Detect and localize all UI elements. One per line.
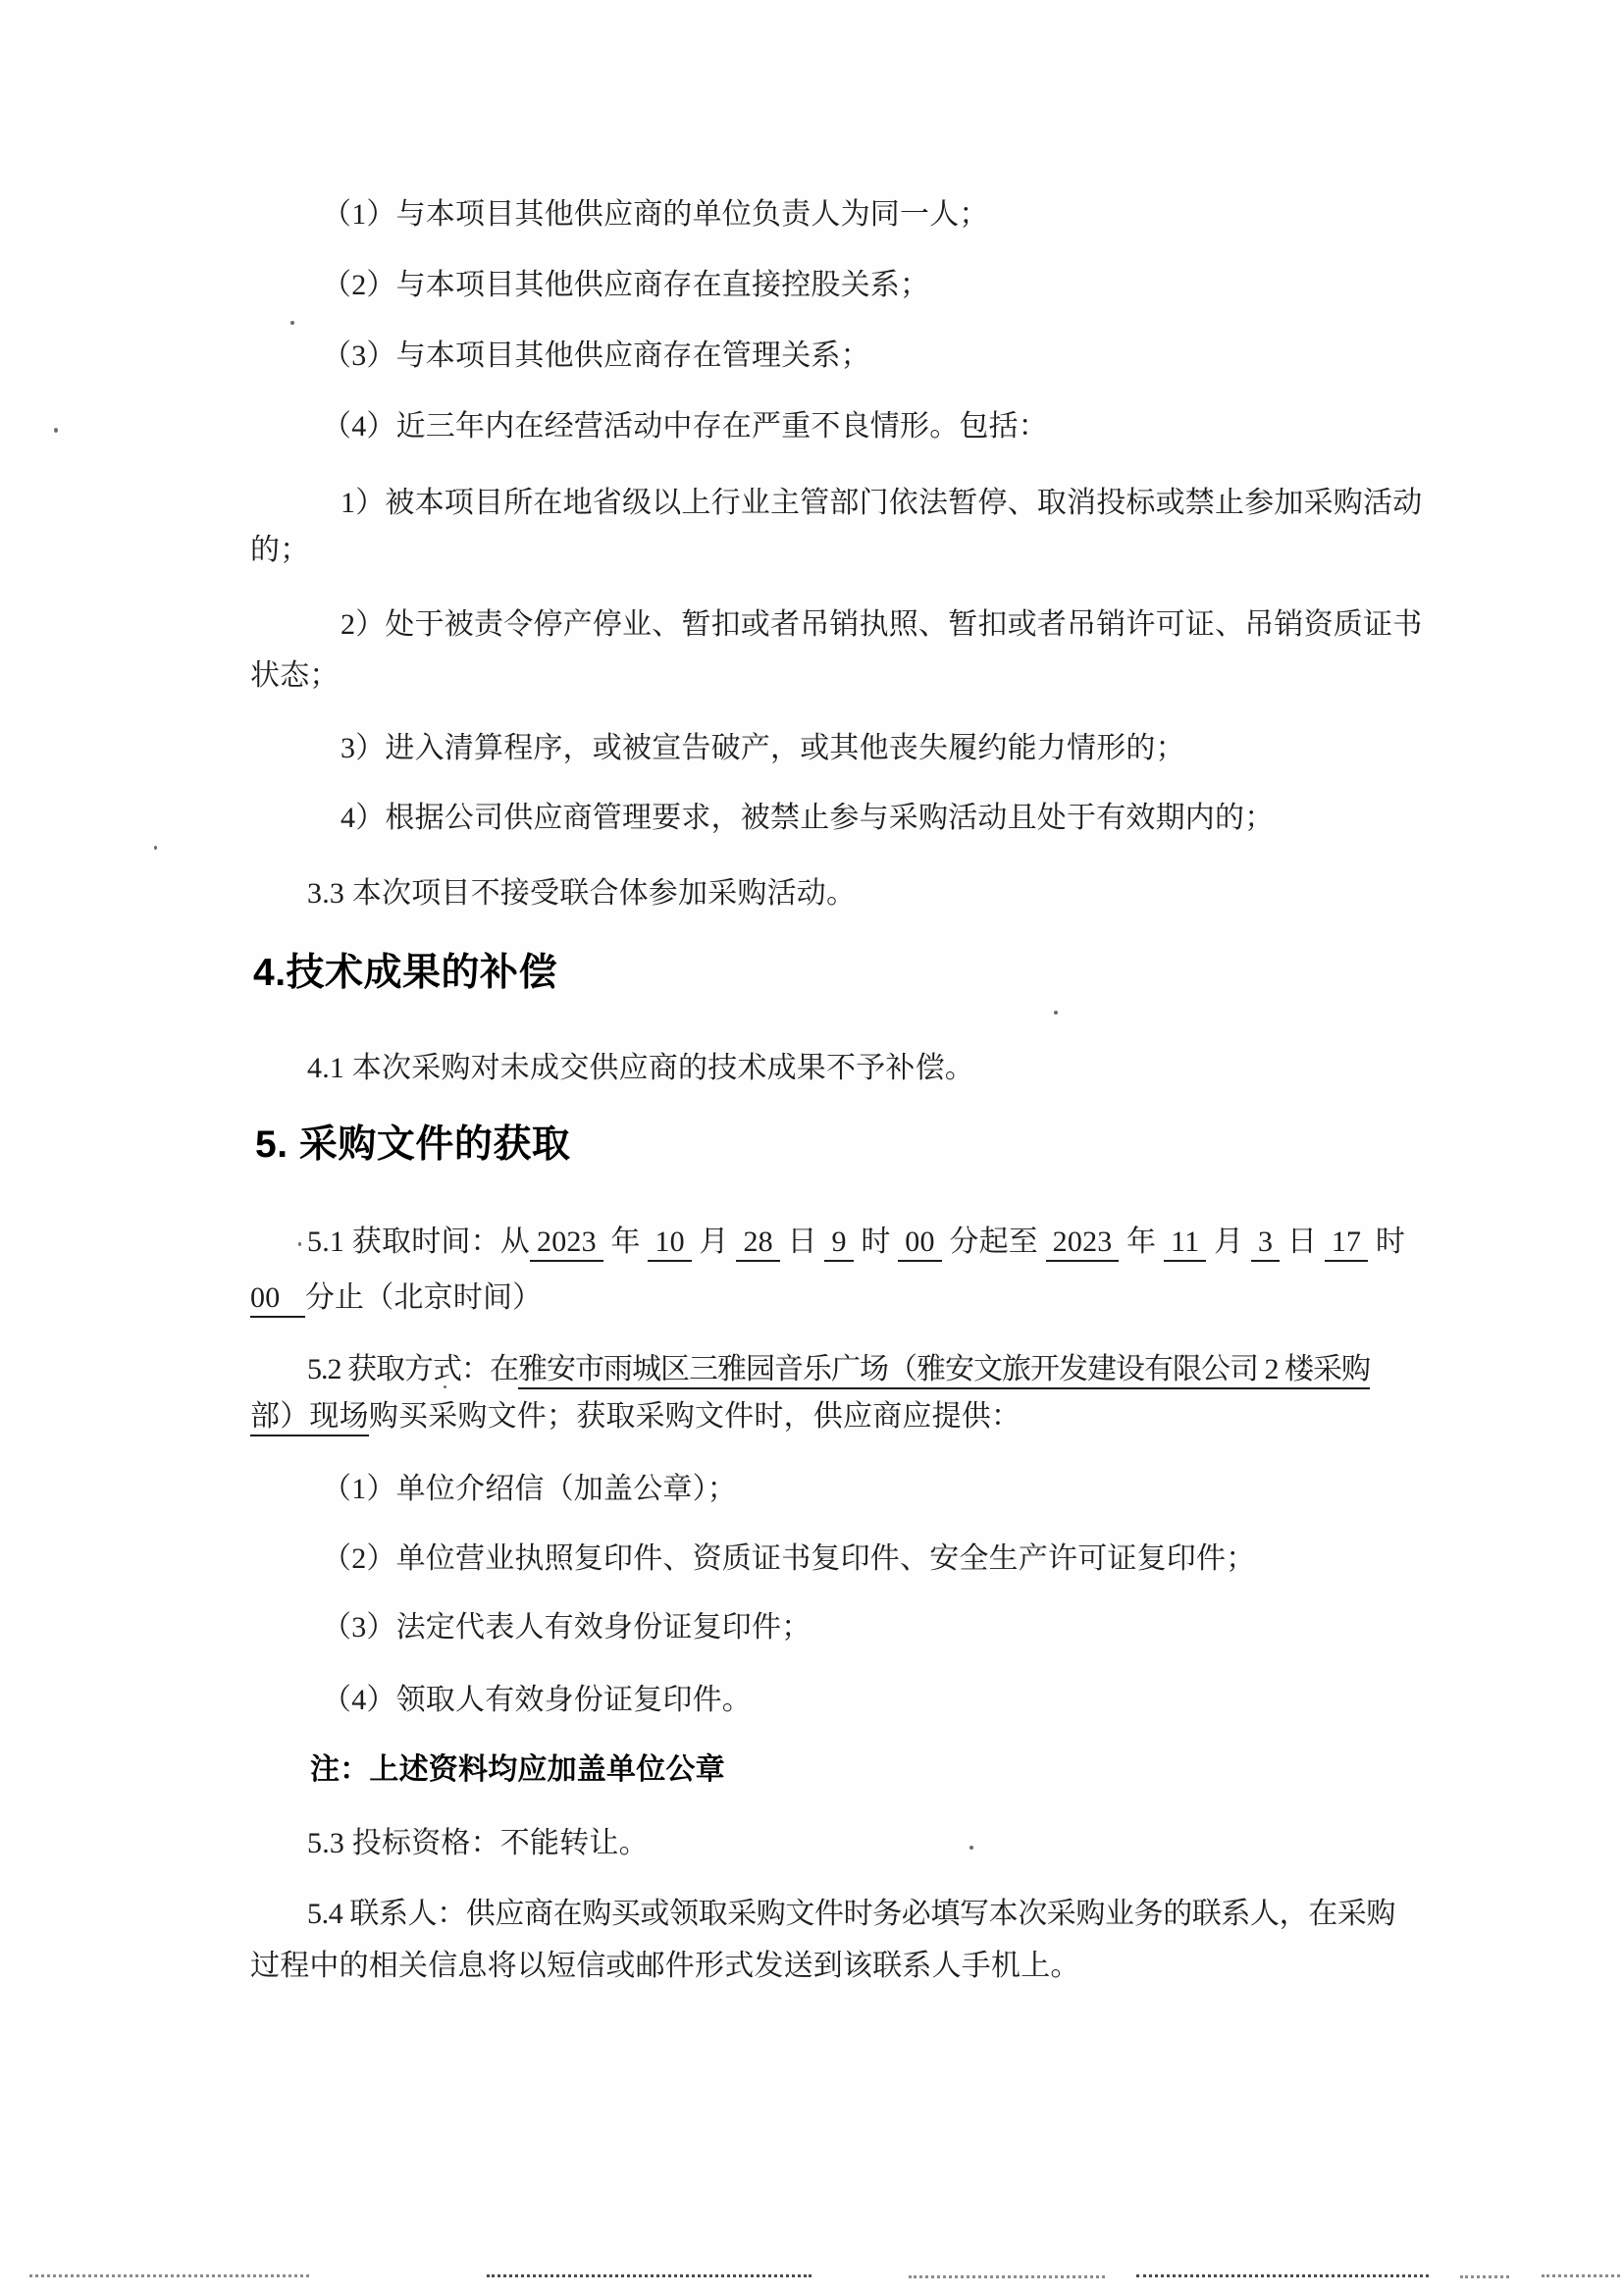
subclause-3-text: 3）进入清算程序，或被宣告破产，或其他丧失履约能力情形的； xyxy=(340,732,1185,764)
section-4-heading xyxy=(253,952,557,996)
blank-minute-end: 00 xyxy=(250,1281,305,1318)
clause-5-1-line2-text: 分止（北京时间） xyxy=(304,1281,543,1314)
clause-5-1-seg-0: 5.1 获取时间：从 xyxy=(307,1226,530,1258)
scan-speck xyxy=(298,1242,301,1246)
clause-5-4-line1-text: 5.4 联系人：供应商在购买或领取采购文件时务必填写本次采购业务的联系人，在采购 xyxy=(307,1898,1395,1930)
section-4-heading-text: 4.技术成果的补偿 xyxy=(253,952,558,994)
subclause-2-line2-text: 状态； xyxy=(250,659,340,692)
scan-noise-segment xyxy=(1460,2275,1509,2278)
blank-month-start: 10 xyxy=(648,1226,691,1262)
doc-requirement-2-text: （2）单位营业执照复印件、资质证书复印件、安全生产许可证复印件； xyxy=(322,1542,1256,1575)
clause-5-3-text: 5.3 投标资格：不能转让。 xyxy=(307,1827,649,1859)
doc-requirement-1 xyxy=(322,1473,737,1507)
clause-5-1-seg-10: 分起至 xyxy=(941,1226,1046,1258)
clause-4-1-text: 4.1 本次采购对未成交供应商的技术成果不予补偿。 xyxy=(307,1052,974,1084)
clause-5-3 xyxy=(307,1827,649,1861)
subclause-1-line2-text: 的； xyxy=(250,534,310,566)
blank-day-start: 28 xyxy=(736,1226,779,1262)
subclause-2-line1 xyxy=(340,608,1422,643)
doc-requirement-3-text: （3）法定代表人有效身份证复印件； xyxy=(322,1611,812,1644)
clause-5-2-label: 5.2 获取方式：在 xyxy=(307,1353,518,1385)
doc-requirement-1-text: （1）单位介绍信（加盖公章）； xyxy=(322,1473,737,1505)
blank-address-line1: 雅安市雨城区三雅园音乐广场（雅安文旅开发建设有限公司 2 楼采购 xyxy=(518,1353,1370,1389)
subclause-1-line2 xyxy=(250,534,309,568)
subclause-2-line2 xyxy=(250,659,340,694)
scan-noise-segment xyxy=(29,2274,309,2277)
subclause-1-line1-text: 1）被本项目所在地省级以上行业主管部门依法暂停、取消投标或禁止参加采购活动 xyxy=(340,487,1423,519)
scan-noise-segment xyxy=(909,2275,1105,2278)
note-line xyxy=(310,1753,725,1788)
clause-5-2-line1 xyxy=(307,1353,1370,1387)
clause-5-2-line2-text: 购买采购文件；获取采购文件时，供应商应提供： xyxy=(368,1400,1021,1433)
blank-address-line2: 部）现场 xyxy=(250,1400,369,1436)
clause-item-1-text: （1）与本项目其他供应商的单位负责人为同一人； xyxy=(322,198,989,231)
clause-5-1-seg-18: 时 xyxy=(1368,1226,1406,1258)
clause-item-3 xyxy=(322,339,870,374)
scan-speck xyxy=(54,428,58,433)
scan-speck xyxy=(1054,1011,1058,1015)
subclause-4 xyxy=(340,802,1274,836)
scan-noise-segment xyxy=(487,2274,812,2277)
scan-speck xyxy=(290,321,294,325)
clause-5-1-seg-6: 日 xyxy=(779,1226,825,1258)
clause-4-1 xyxy=(307,1052,974,1086)
blank-hour-start: 9 xyxy=(824,1226,853,1262)
clause-3-3 xyxy=(307,877,856,912)
clause-item-2-text: （2）与本项目其他供应商存在直接控股关系； xyxy=(322,269,930,301)
clause-5-1-seg-4: 月 xyxy=(691,1226,737,1258)
blank-year-start: 2023 xyxy=(530,1226,603,1262)
blank-minute-start: 00 xyxy=(898,1226,941,1262)
clause-5-1-seg-8: 时 xyxy=(853,1226,899,1258)
clause-5-1-seg-2: 年 xyxy=(602,1226,649,1258)
doc-requirement-4 xyxy=(322,1684,752,1718)
section-5-heading-text: 5. 采购文件的获取 xyxy=(255,1123,571,1166)
clause-item-2 xyxy=(322,269,929,303)
clause-5-1-seg-14: 月 xyxy=(1206,1226,1251,1258)
clause-3-3-text: 3.3 本次项目不接受联合体参加采购活动。 xyxy=(307,877,857,910)
scan-noise-segment xyxy=(1136,2274,1429,2277)
clause-item-4 xyxy=(322,410,1048,444)
blank-day-end: 3 xyxy=(1251,1226,1280,1262)
scan-speck xyxy=(154,846,157,850)
doc-requirement-4-text: （4）领取人有效身份证复印件。 xyxy=(322,1684,752,1716)
blank-hour-end: 17 xyxy=(1325,1226,1368,1262)
subclause-1-line1 xyxy=(340,487,1422,521)
clause-item-3-text: （3）与本项目其他供应商存在管理关系； xyxy=(322,339,870,372)
clause-5-1-seg-12: 年 xyxy=(1119,1226,1165,1258)
doc-requirement-2 xyxy=(322,1542,1255,1577)
subclause-2-line1-text: 2）处于被责令停产停业、暂扣或者吊销执照、暂扣或者吊销许可证、吊销资质证书 xyxy=(340,608,1423,641)
section-5-heading xyxy=(255,1123,570,1168)
note-line-text: 注：上述资料均应加盖单位公章 xyxy=(310,1753,725,1786)
subclause-4-text: 4）根据公司供应商管理要求，被禁止参与采购活动且处于有效期内的； xyxy=(340,802,1275,834)
subclause-3 xyxy=(340,732,1185,766)
doc-requirement-3 xyxy=(322,1611,811,1645)
clause-5-1-line2 xyxy=(250,1281,542,1316)
clause-5-4-line2 xyxy=(250,1950,1080,1984)
blank-year-end: 2023 xyxy=(1046,1226,1120,1262)
scan-noise-segment xyxy=(1542,2274,1620,2277)
clause-5-4-line1 xyxy=(307,1898,1395,1932)
blank-month-end: 11 xyxy=(1164,1226,1206,1262)
scan-speck xyxy=(444,1385,446,1388)
clause-5-4-line2-text: 过程中的相关信息将以短信或邮件形式发送到该联系人手机上。 xyxy=(250,1950,1080,1982)
clause-5-1-line1 xyxy=(307,1226,1405,1260)
clause-item-1 xyxy=(322,198,989,233)
clause-5-1-seg-16: 日 xyxy=(1280,1226,1325,1258)
scan-speck xyxy=(969,1846,973,1850)
clause-5-2-line2 xyxy=(250,1400,1021,1435)
clause-item-4-text: （4）近三年内在经营活动中存在严重不良情形。包括： xyxy=(322,410,1048,443)
